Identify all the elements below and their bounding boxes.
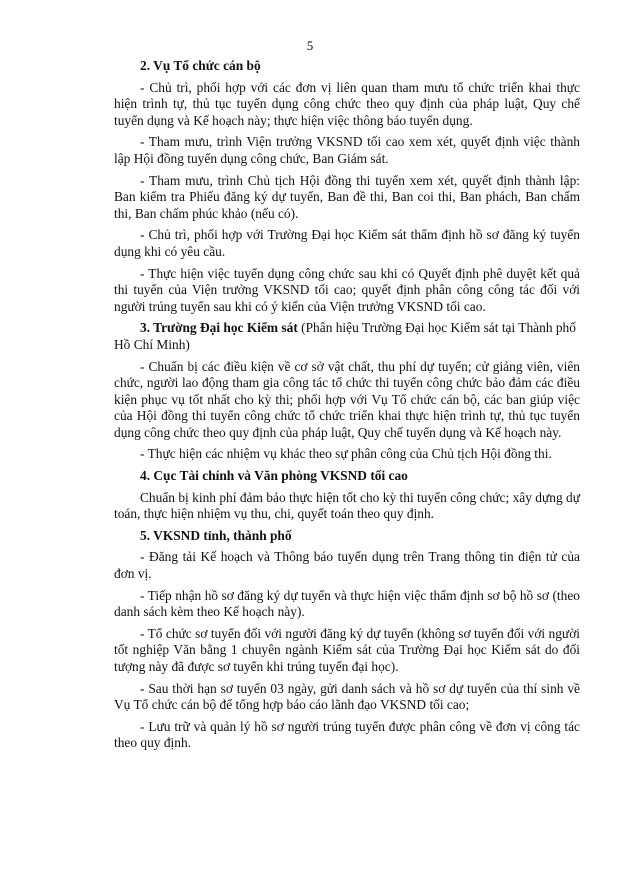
- paragraph: - Sau thời hạn sơ tuyển 03 ngày, gửi danh sách và hồ sơ dự tuyển của thí sinh về Vụ Tổ chức cán bộ để tổng hợp báo cáo lãnh đạo VKSND tối cao;: [114, 680, 580, 713]
- paragraph: - Tham mưu, trình Chủ tịch Hội đồng thi tuyển xem xét, quyết định thành lập: Ban kiểm tra Phiếu đăng ký dự tuyển, Ban đề thi, Ban coi thi, Ban phách, Ban chấm thi, Ban chấm phúc khảo (nếu có).: [114, 172, 580, 221]
- paragraph: - Tiếp nhận hồ sơ đăng ký dự tuyển và thực hiện việc thẩm định sơ bộ hồ sơ (theo danh sách kèm theo Kế hoạch này).: [114, 587, 580, 620]
- section-heading-with-note: [114, 320, 580, 353]
- section-heading-note: (Phân hiệu Trường Đại học Kiểm sát tại Thành phố Hồ Chí Minh): [114, 320, 576, 352]
- paragraph: Chuẩn bị kinh phí đảm bảo thực hiện tốt cho kỳ thi tuyển công chức; xây dựng dự toán, thực hiện nhiệm vụ thu, chi, quyết toán theo quy định.: [114, 489, 580, 522]
- paragraph: - Chủ trì, phối hợp với Trường Đại học Kiểm sát thẩm định hồ sơ đăng ký tuyển dụng khi có yêu cầu.: [114, 227, 580, 259]
- paragraph: - Thực hiện các nhiệm vụ khác theo sự phân công của Chủ tịch Hội đồng thi.: [140, 446, 552, 462]
- section-heading: 4. Cục Tài chính và Văn phòng VKSND tối cao: [140, 468, 408, 484]
- section-heading: 5. VKSND tỉnh, thành phố: [140, 527, 292, 543]
- paragraph: - Chuẩn bị các điều kiện về cơ sở vật chất, thu phí dự tuyển; cử giảng viên, viên chức, người lao động tham gia công tác tổ chức thi tuyển công chức bảo đảm các điều kiện phục vụ tốt nhất cho kỳ thi; phối hợp với Vụ Tổ chức cán bộ, các ban giúp việc của Hội đồng thi tuyển công chức tổ chức triển khai thực hiện trình tự, thủ tục tuyển dụng công chức theo quy định của pháp luật, Quy chế tuyển dụng và Kế hoạch này.: [114, 358, 580, 440]
- document-body: [114, 58, 580, 757]
- paragraph: - Tham mưu, trình Viện trưởng VKSND tối cao xem xét, quyết định việc thành lập Hội đồng tuyển dụng công chức, Ban Giám sát.: [114, 134, 580, 166]
- paragraph: - Chủ trì, phối hợp với các đơn vị liên quan tham mưu tổ chức triển khai thực hiện trình tự, thủ tục tuyển dụng công chức theo quy định của pháp luật, Quy chế tuyển dụng và Kế hoạch này; thực hiện việc thông báo tuyển dụng.: [114, 79, 580, 128]
- section-heading: 2. Vụ Tổ chức cán bộ: [140, 58, 261, 73]
- paragraph: - Lưu trữ và quản lý hồ sơ người trúng tuyển được phân công về đơn vị công tác theo quy định.: [114, 718, 580, 751]
- section-heading-bold: 3. Trường Đại học Kiểm sát: [140, 320, 298, 336]
- paragraph: - Đăng tải Kế hoạch và Thông báo tuyển dụng trên Trang thông tin điện tử của đơn vị.: [114, 549, 580, 582]
- page-number: 5: [306, 38, 314, 53]
- paragraph: - Tổ chức sơ tuyển đối với người đăng ký dự tuyển (không sơ tuyển đối với người tốt nghiệp Văn bằng 1 chuyên ngành Kiểm sát của Trường Đại học Kiểm sát do đối tượng này đã được sơ tuyển khi trúng tuyển đại học).: [114, 625, 580, 674]
- paragraph: - Thực hiện việc tuyển dụng công chức sau khi có Quyết định phê duyệt kết quả thi tuyển của Viện trưởng VKSND tối cao; quyết định phân công công tác đối với người trúng tuyển sau khi có ý kiến của Viện trưởng VKSND tối cao.: [114, 265, 580, 314]
